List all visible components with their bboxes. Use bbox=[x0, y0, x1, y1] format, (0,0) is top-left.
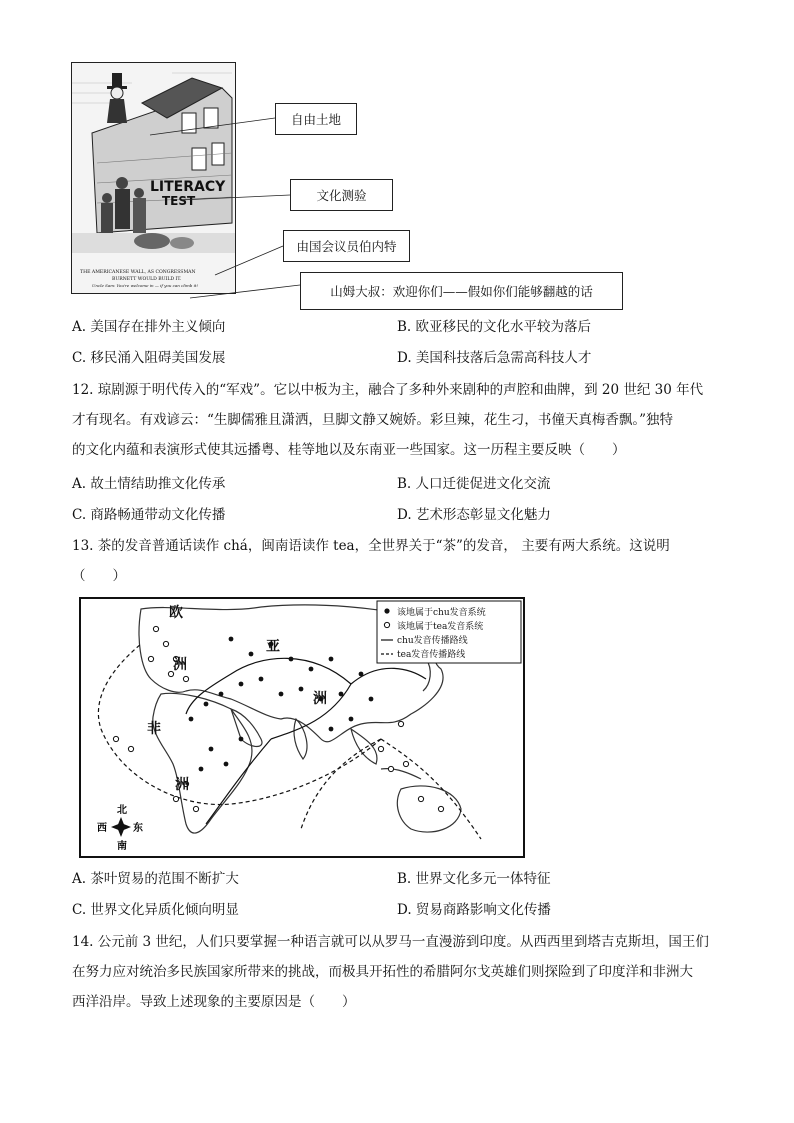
callout-literacy-test-text: 文化测验 bbox=[316, 188, 367, 203]
q14-stem bbox=[72, 927, 732, 1017]
callout-uncle-sam bbox=[300, 272, 623, 310]
callout-burnett bbox=[283, 230, 410, 262]
compass-west: 西 bbox=[97, 823, 107, 834]
map-legend bbox=[377, 601, 521, 663]
svg-text:THE AMERICANESE WALL, AS CONGR: THE AMERICANESE WALL, AS CONGRESSMAN bbox=[80, 270, 196, 275]
legend-chu-dot: 该地属于chu发音系统 bbox=[397, 608, 486, 618]
q12-line-1: 12. 琼剧源于明代传入的“军戏”。它以中板为主，融合了多种外来剧种的声腔和曲牌，到 20 世纪 30 年代 bbox=[72, 382, 704, 398]
q13-stem bbox=[72, 531, 732, 591]
legend-tea-dot: 该地属于tea发音系统 bbox=[397, 622, 484, 632]
q13-option-a[interactable]: A. 茶叶贸易的范围不断扩大 bbox=[72, 871, 239, 887]
callout-free-land-text: 自由土地 bbox=[290, 112, 341, 127]
q14-line-1: 14. 公元前 3 世纪，人们只要掌握一种语言就可以从罗马一直漫游到印度。从西西里到塔吉克斯坦，国王们 bbox=[72, 934, 709, 950]
q13-line-1: 13. 茶的发音普通话读作 chá，闽南语读作 tea，全世界关于“茶”的发音， 主要有两大系统。这说明 bbox=[72, 538, 670, 554]
q12-option-d[interactable]: D. 艺术形态彰显文化魅力 bbox=[397, 507, 551, 523]
q12-option-a[interactable]: A. 故土情结助推文化传承 bbox=[72, 476, 226, 492]
q12-stem bbox=[72, 375, 732, 465]
callout-free-land bbox=[275, 103, 357, 135]
map-label-europe: 欧 bbox=[169, 605, 183, 621]
q12-line-3: 的文化内蕴和表演形式使其远播粤、桂等地以及东南亚一些国家。这一历程主要反映（ ） bbox=[72, 442, 626, 458]
map-label-asia: 亚 bbox=[266, 639, 280, 655]
q12-line-2: 才有现名。有戏谚云：“生脚儒雅且潇洒，旦脚文静又婉娇。彩旦辣，花生刁，书僮天真梅香飘。”独特 bbox=[72, 412, 674, 428]
compass-north: 北 bbox=[117, 805, 127, 816]
legend-tea-route: tea发音传播路线 bbox=[397, 650, 466, 660]
callout-literacy-test bbox=[290, 179, 393, 211]
q13-option-b[interactable]: B. 世界文化多元一体特征 bbox=[397, 871, 551, 887]
q11-option-b[interactable]: B. 欧亚移民的文化水平较为落后 bbox=[397, 319, 592, 335]
callout-burnett-text: 由国会议员伯内特 bbox=[296, 239, 397, 254]
tea-pronunciation-map bbox=[79, 597, 525, 858]
map-label-africa-2: 洲 bbox=[175, 777, 189, 793]
q12-option-c[interactable]: C. 商路畅通带动文化传播 bbox=[72, 507, 226, 523]
svg-text:TEST: TEST bbox=[162, 194, 196, 208]
q11-option-c[interactable]: C. 移民涌入阻碍美国发展 bbox=[72, 350, 226, 366]
map-label-europe-2: 洲 bbox=[173, 657, 187, 673]
q13-line-2: （ ） bbox=[72, 568, 126, 584]
callout-uncle-sam-text: 山姆大叔：欢迎你们——假如你们能够翻越的话 bbox=[330, 284, 593, 299]
svg-text:BURNETT WOULD BUILD IT.: BURNETT WOULD BUILD IT. bbox=[112, 277, 182, 282]
q13-option-c[interactable]: C. 世界文化异质化倾向明显 bbox=[72, 902, 239, 918]
compass-south: 南 bbox=[117, 841, 127, 852]
q11-option-d[interactable]: D. 美国科技落后急需高科技人才 bbox=[397, 350, 592, 366]
q12-option-b[interactable]: B. 人口迁徙促进文化交流 bbox=[397, 476, 551, 492]
svg-text:LITERACY: LITERACY bbox=[150, 179, 226, 195]
q13-option-d[interactable]: D. 贸易商路影响文化传播 bbox=[397, 902, 551, 918]
svg-text:Uncle Sam: You're welcome in —: Uncle Sam: You're welcome in — if you can climb it! bbox=[92, 283, 199, 288]
legend-chu-route: chu发音传播路线 bbox=[397, 636, 468, 646]
map-label-asia-2: 洲 bbox=[313, 691, 327, 707]
map-drawing bbox=[81, 599, 523, 856]
map-label-africa: 非 bbox=[147, 721, 161, 737]
q11-option-a[interactable]: A. 美国存在排外主义倾向 bbox=[72, 319, 226, 335]
q14-line-2: 在努力应对统治多民族国家所带来的挑战，而极具开拓性的希腊阿尔戈英雄们则探险到了印度洋和非洲大 bbox=[72, 964, 693, 980]
compass-east: 东 bbox=[133, 823, 143, 834]
q14-line-3: 西洋沿岸。导致上述现象的主要原因是（ ） bbox=[72, 994, 356, 1010]
